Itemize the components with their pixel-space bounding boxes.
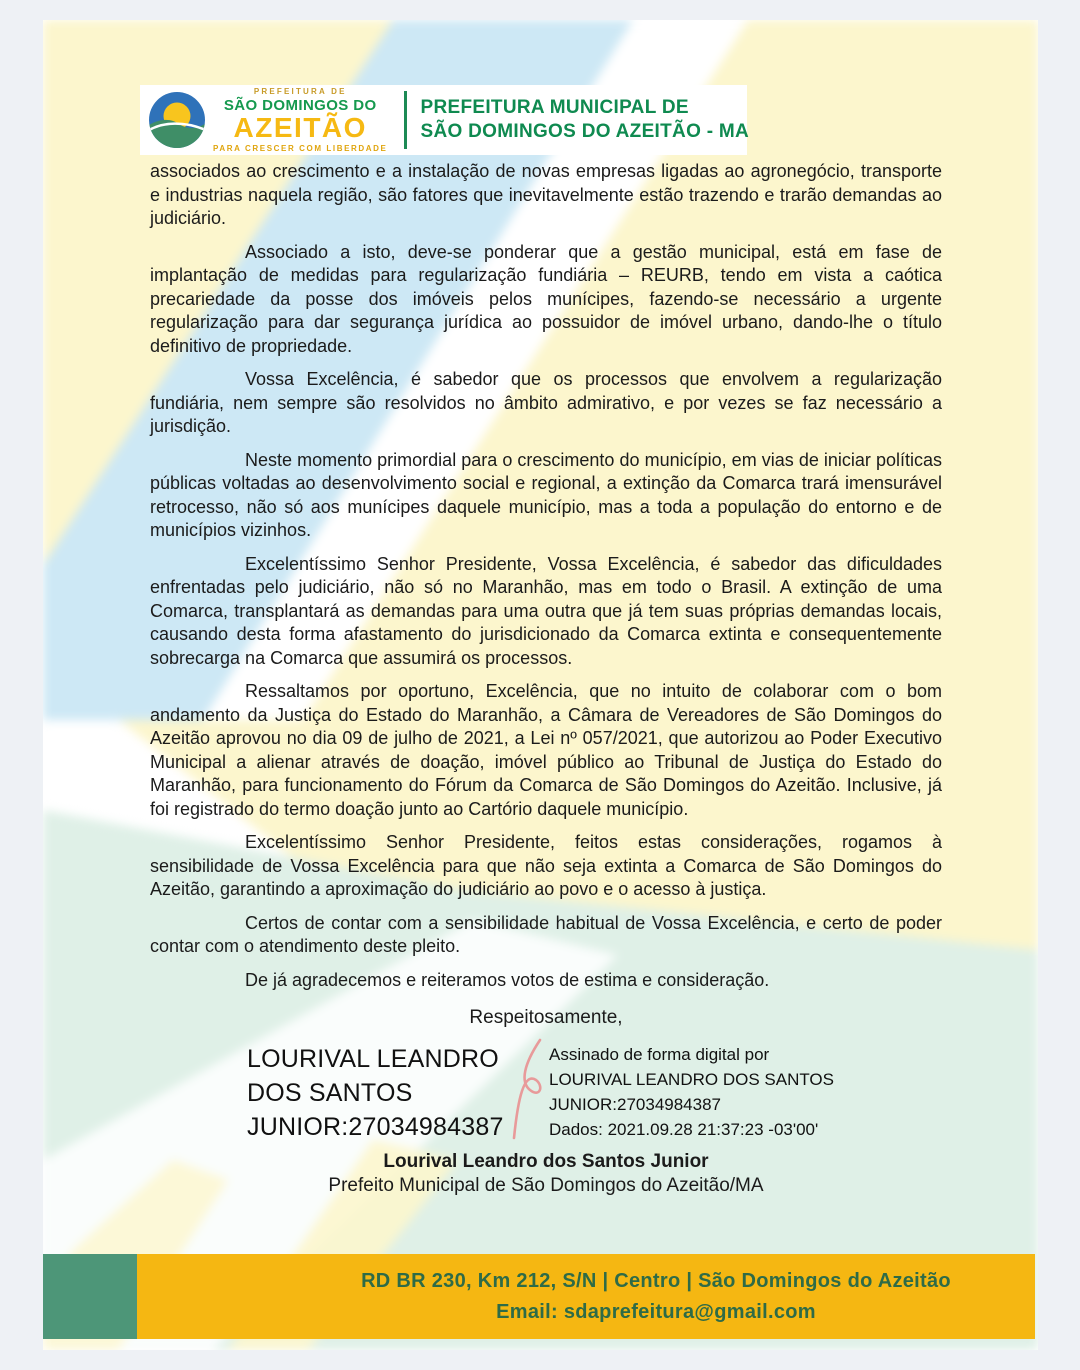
header-divider — [404, 91, 407, 149]
logo-line-prefeitura-de: PREFEITURA DE — [253, 86, 347, 96]
closing-salutation: Respeitosamente, — [469, 1007, 623, 1028]
paragraph: Associado a isto, deve-se ponderar que a gestão municipal, está em fase de implantação de medidas para regularização fundiária – REURB, tendo em vista a caótica precariedade da posse dos imóveis pelos munícipes, fazendo-se necessário a urgente regularização para dar segurança jurídica ao possuidor de imóvel urbano, dando-lhe o título definitivo de propriedade. — [150, 241, 942, 356]
municipality-logo — [140, 88, 388, 153]
paragraph: associados ao crescimento e a instalação de novas empresas ligadas ao agronegócio, transporte e industrias naquela região, são fatores que inevitavelmente estão trazendo e trarão demandas ao judiciário. — [150, 161, 942, 228]
header-title — [421, 96, 750, 144]
header-title-line2: SÃO DOMINGOS DO AZEITÃO - MA — [420, 121, 750, 142]
letter-page — [43, 20, 1038, 1350]
digital-signature-block — [150, 1042, 942, 1144]
signature-stamp-text: LOURIVAL LEANDRO DOS SANTOS JUNIOR:27034984387 — [247, 1044, 504, 1141]
digital-details-line2: LOURIVAL LEANDRO DOS SANTOS — [549, 1069, 834, 1089]
logo-slogan: PARA CRESCER COM LIBERDADE — [213, 143, 388, 153]
paragraph: Certos de contar com a sensibilidade habitual de Vossa Excelência, e certo de poder contar com o atendimento deste pleito. — [150, 912, 942, 956]
paragraph: De já agradecemos e reiteramos votos de estima e consideração. — [245, 969, 770, 990]
paragraph: Excelentíssimo Senhor Presidente, Vossa Excelência, é sabedor das dificuldades enfrentadas pelo judiciário, não só no Maranhão, mas em todo o Brasil. A extinção de uma Comarca, transplantará as demandas para uma outra que já tem suas próprias demandas locais, causando desta forma afastamento do jurisdicionado da Comarca extinta e consequentemente sobrecarga na Comarca que assumirá os processos. — [150, 553, 942, 668]
digital-details-line4: Dados: 2021.09.28 21:37:23 -03'00' — [549, 1119, 819, 1139]
paragraph: Ressaltamos por oportuno, Excelência, que no intuito de colaborar com o bom andamento da Justiça do Estado do Maranhão, a Câmara de Vereadores de São Domingos do Azeitão aprovou no dia 09 de julho de 2021, a Lei nº 057/2021, que autorizou ao Poder Executivo Municipal a alienar através de doação, imóvel público ao Tribunal de Justiça do Estado do Maranhão, para funcionamento do Fórum da Comarca de São Domingos do Azeitão. Inclusive, já foi registrado do termo doação junto ao Cartório daquele município. — [150, 681, 942, 819]
logo-line-sao-domingos: SÃO DOMINGOS DO — [223, 96, 377, 114]
digital-details-line3: JUNIOR:27034984387 — [549, 1094, 722, 1114]
municipality-seal-icon — [148, 91, 206, 149]
signer-role: Prefeito Municipal de São Domingos do Azeitão/MA — [328, 1174, 764, 1196]
footer-address: RD BR 230, Km 212, S/N | Centro | São Domingos do Azeitão — [361, 1269, 951, 1292]
footer-email: Email: sdaprefeitura@gmail.com — [496, 1300, 816, 1323]
signature-digital-details — [549, 1042, 879, 1144]
header-title-line1: PREFEITURA MUNICIPAL DE — [420, 97, 689, 118]
footer-bar — [43, 1254, 1035, 1339]
paragraph: Neste momento primordial para o crescimento do município, em vias de iniciar políticas públicas voltadas ao desenvolvimento social e regional, a extinção da Comarca trará imensurável retrocesso, não só aos munícipes daquele município, mas a toda a população do entorno e de municípios vizinhos. — [150, 449, 942, 540]
letterhead — [140, 85, 750, 155]
digital-details-line1: Assinado de forma digital por — [549, 1044, 770, 1064]
footer-contact — [137, 1254, 1035, 1339]
footer-green-block — [43, 1254, 137, 1339]
paragraph: Vossa Excelência, é sabedor que os processos que envolvem a regularização fundiária, nem sempre são resolvidos no âmbito admirativo, e por vezes se faz necessário a jurisdição. — [150, 369, 942, 436]
logo-wordmark — [213, 88, 388, 153]
logo-line-azeitao: AZEITÃO — [233, 111, 367, 143]
letter-body — [150, 160, 942, 1198]
paragraph: Excelentíssimo Senhor Presidente, feitos estas considerações, rogamos à sensibilidade de Vossa Excelência para que não seja extinta a Comarca de São Domingos do Azeitão, garantindo a aproximação do judiciário ao povo e o acesso à justiça. — [150, 832, 942, 899]
signer-name: Lourival Leandro dos Santos Junior — [383, 1150, 709, 1172]
digital-signature-flourish-icon — [510, 1036, 552, 1142]
